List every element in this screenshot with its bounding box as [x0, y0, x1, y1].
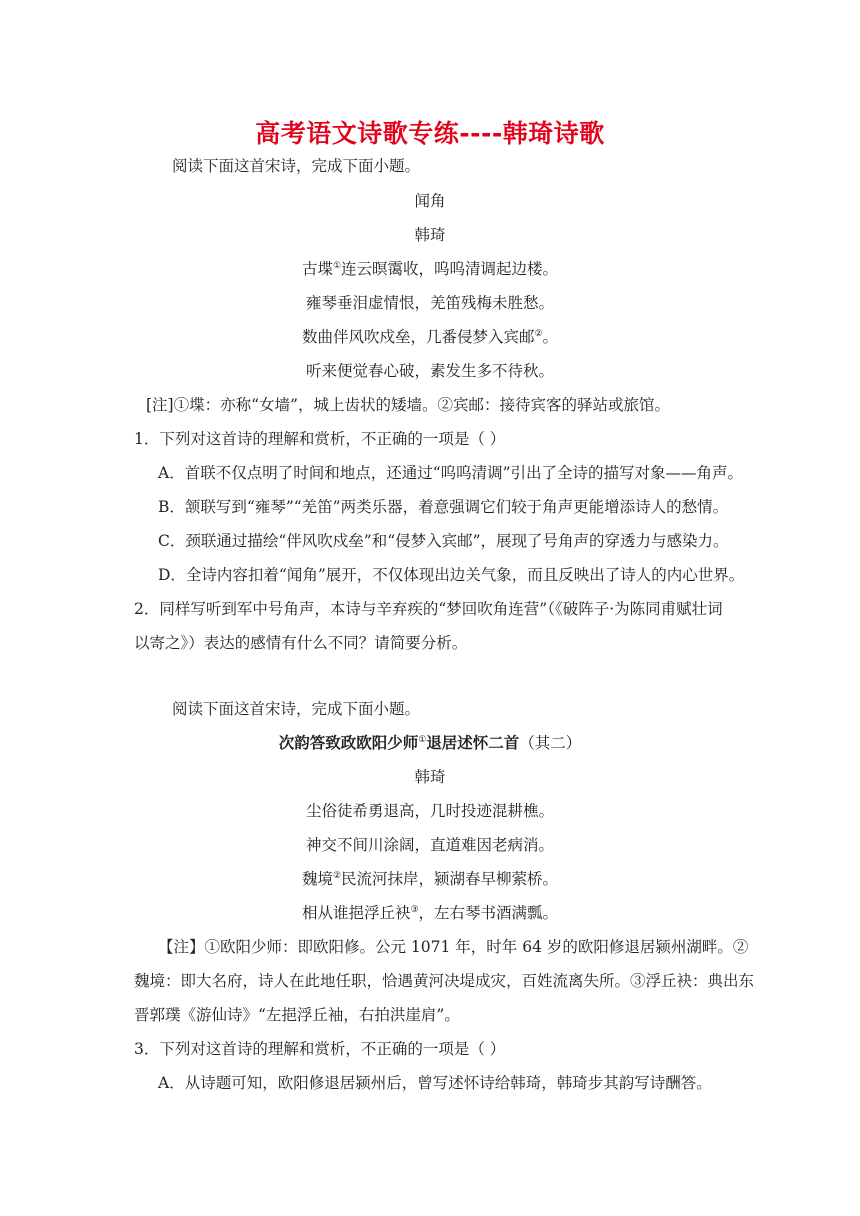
poem1-line-3: 数曲伴风吹戍垒，几番侵梦入宾邮②。 — [301, 328, 559, 346]
poem1-line-4: 听来便觉春心破，素发生多不待秋。 — [305, 362, 554, 380]
footnote-marker: ① — [418, 735, 427, 745]
question-1-option-a: A．首联不仅点明了时间和地点，还通过“呜呜清调”引出了全诗的描写对象——角声。 — [158, 464, 744, 482]
section1-intro: 阅读下面这首宋诗，完成下面小题。 — [172, 157, 421, 175]
question-2-line-2: 以寄之》）表达的感情有什么不同？请简要分析。 — [134, 634, 468, 652]
document-title: 高考语文诗歌专练----韩琦诗歌 — [255, 119, 605, 148]
poem2-note-line-2: 魏境：即大名府，诗人在此地任职，恰遇黄河决堤成灾，百姓流离失所。③浮丘袂：典出东 — [134, 972, 755, 990]
section2-intro: 阅读下面这首宋诗，完成下面小题。 — [172, 700, 421, 718]
question-1-option-c: C．颈联通过描绘“伴风吹戍垒”和“侵梦入宾邮”，展现了号角声的穿透力与感染力。 — [158, 532, 729, 550]
poem2-line-4: 相从谁挹浮丘袂③，左右琴书酒满瓢。 — [301, 904, 559, 922]
question-3: 3．下列对这首诗的理解和赏析，不正确的一项是（ ） — [134, 1040, 506, 1058]
footnote-marker: ① — [332, 261, 342, 271]
footnote-marker: ③ — [410, 905, 419, 915]
poem2-line-3: 魏境②民流河抹岸，颍湖春早柳萦桥。 — [301, 870, 559, 888]
question-1: 1．下列对这首诗的理解和赏析，不正确的一项是（ ） — [134, 430, 506, 448]
question-2-line-1: 2．同样写听到军中号角声，本诗与辛弃疾的“梦回吹角连营”（《破阵子·为陈同甫赋壮词 — [134, 600, 723, 618]
question-1-option-b: B．颔联写到“雍琴”“羌笛”两类乐器，着意强调它们较于角声更能增添诗人的愁情。 — [158, 498, 729, 516]
question-1-option-d: D．全诗内容扣着“闻角”展开，不仅体现出边关气象，而且反映出了诗人的内心世界。 — [158, 566, 745, 584]
poem2-title: 次韵答致政欧阳少师①退居述怀二首（其二） — [278, 733, 582, 752]
poem2-note-line-3: 晋郭璞《游仙诗》“左挹浮丘袖，右拍洪崖肩”。 — [134, 1006, 460, 1024]
poem2-author: 韩琦 — [414, 768, 446, 786]
poem2-line-2: 神交不间川涂阔，直道难因老病消。 — [305, 836, 554, 854]
footnote-marker: ② — [332, 871, 342, 881]
poem2-line-1: 尘俗徒希勇退高，几时投迹混耕樵。 — [305, 802, 554, 820]
question-3-option-a: A．从诗题可知，欧阳修退居颍州后，曾写述怀诗给韩琦，韩琦步其韵写诗酬答。 — [158, 1074, 712, 1092]
poem1-line-2: 雍琴垂泪虚情恨，羌笛残梅未胜愁。 — [305, 294, 554, 312]
poem1-line-1: 古堞①连云暝霭收，呜呜清调起边楼。 — [301, 260, 559, 278]
poem1-title: 闻角 — [414, 192, 446, 210]
poem2-note-line-1: 【注】①欧阳少师：即欧阳修。公元 1071 年，时年 64 岁的欧阳修退居颍州湖畔。② — [158, 938, 749, 956]
poem1-note: [注]①堞：亦称“女墙”，城上齿状的矮墙。②宾邮：接待宾客的驿站或旅馆。 — [146, 396, 670, 414]
poem1-author: 韩琦 — [414, 226, 446, 244]
footnote-marker: ② — [534, 329, 543, 339]
